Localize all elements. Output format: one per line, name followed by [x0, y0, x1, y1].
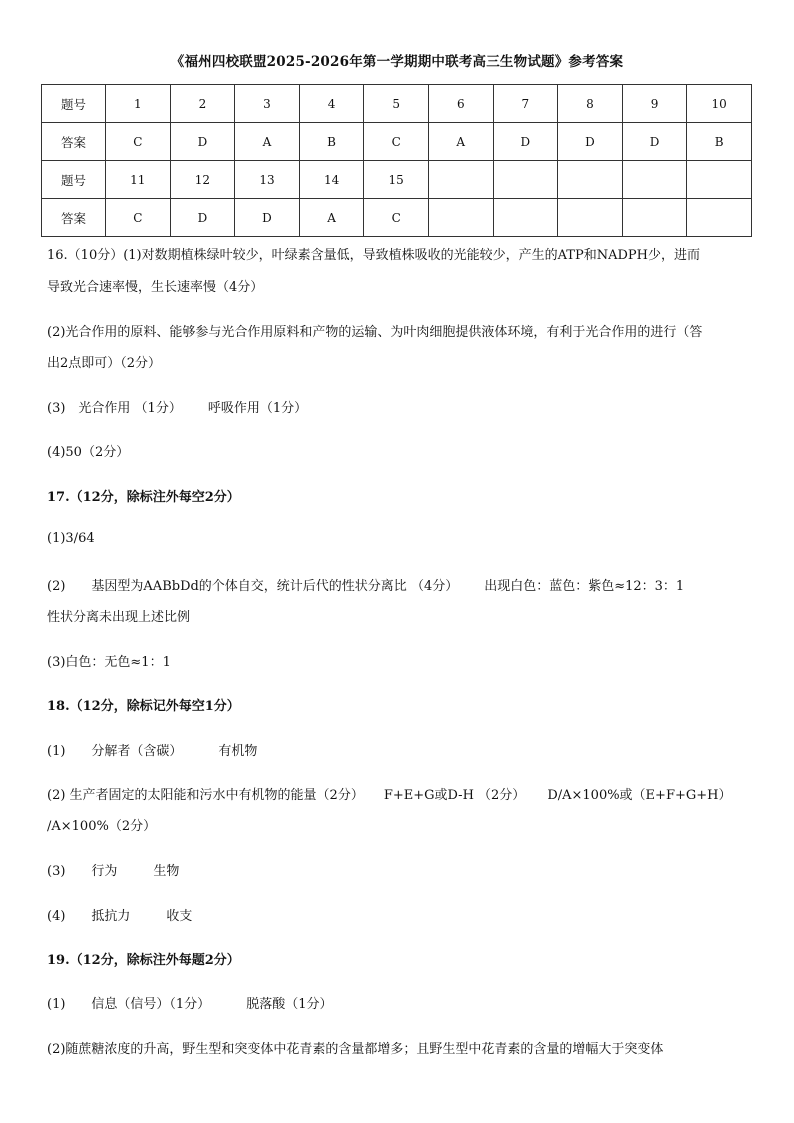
q18-part2-c: D/A×100%或（E+F+G+H）: [547, 788, 732, 803]
q16-part2-line2: 出2点即可）（2分）: [47, 356, 162, 371]
table-row-label: 答案: [42, 199, 106, 237]
q17-part2-a: (2) 基因型为AABbDd的个体自交，统计后代的性状分离比 （4分）: [47, 579, 459, 594]
q17-part2: [47, 575, 684, 594]
table-cell: 4: [299, 85, 364, 123]
answer-table: [41, 84, 752, 237]
q18-part2-b: F+E+G或D-H （2分）: [383, 788, 526, 803]
table-cell: D: [622, 123, 687, 161]
q18-part4: [47, 905, 192, 924]
table-cell: A: [428, 123, 493, 161]
table-row: [42, 161, 752, 199]
table-cell: [622, 199, 687, 237]
q17-part1: (1)3/64: [47, 531, 95, 546]
q19-part1-b: 脱落酸（1分）: [246, 997, 333, 1012]
table-row: [42, 123, 752, 161]
table-cell: [687, 199, 752, 237]
table-cell: 7: [493, 85, 558, 123]
q18-part2-a: (2) 生产者固定的太阳能和污水中有机物的能量（2分）: [47, 788, 364, 803]
q18-part1: [47, 740, 257, 759]
table-row: [42, 199, 752, 237]
q19-part2: (2)随蔗糖浓度的升高，野生型和突变体中花青素的含量都增多；且野生型中花青素的含量的增幅大于突变体: [47, 1042, 664, 1057]
table-cell: 12: [170, 161, 235, 199]
q17-header: 17.（12分，除标注外每空2分）: [47, 490, 240, 505]
table-row-label: 题号: [42, 85, 106, 123]
table-cell: 13: [235, 161, 300, 199]
q19-header: 19.（12分，除标注外每题2分）: [47, 953, 240, 968]
q18-part3-a: (3) 行为: [47, 864, 118, 879]
q18-header: 18.（12分，除标记外每空1分）: [47, 699, 240, 714]
q16-line1: 16.（10分）(1)对数期植株绿叶较少，叶绿素含量低，导致植株吸收的光能较少，产生的ATP和NADPH少，进而: [47, 248, 700, 263]
table-cell: 5: [364, 85, 429, 123]
table-cell: C: [106, 123, 171, 161]
q18-part3-b: 生物: [153, 864, 180, 879]
q16-part3-a: (3) 光合作用 （1分）: [47, 401, 182, 416]
q19-part1: [47, 993, 332, 1012]
q18-part3: [47, 860, 179, 879]
q16-part3-b: 呼吸作用（1分）: [207, 401, 308, 416]
q18-part4-b: 收支: [166, 909, 193, 924]
table-cell: C: [364, 199, 429, 237]
table-row-label: 题号: [42, 161, 106, 199]
table-cell: 11: [106, 161, 171, 199]
table-cell: B: [687, 123, 752, 161]
q17-part2-line2: 性状分离未出现上述比例: [47, 610, 191, 625]
table-cell: B: [299, 123, 364, 161]
q17-part3: (3)白色：无色≈1：1: [47, 655, 171, 670]
table-cell: 15: [364, 161, 429, 199]
table-cell: 6: [428, 85, 493, 123]
table-cell: [428, 161, 493, 199]
table-row-label: 答案: [42, 123, 106, 161]
q19-part1-a: (1) 信息（信号）（1分）: [47, 997, 211, 1012]
q18-part4-a: (4) 抵抗力: [47, 909, 131, 924]
table-cell: 9: [622, 85, 687, 123]
table-cell: A: [299, 199, 364, 237]
table-cell: 3: [235, 85, 300, 123]
table-cell: D: [493, 123, 558, 161]
q18-part2: [47, 784, 731, 803]
table-cell: 14: [299, 161, 364, 199]
table-cell: 10: [687, 85, 752, 123]
table-cell: 8: [558, 85, 623, 123]
table-cell: [493, 161, 558, 199]
q18-part1-a: (1) 分解者（含碳）: [47, 744, 183, 759]
q16-part4: (4)50（2分）: [47, 445, 130, 460]
page-title: 《福州四校联盟2025-2026年第一学期期中联考高三生物试题》参考答案: [170, 54, 624, 70]
table-cell: [493, 199, 558, 237]
q17-part2-b: 出现白色：蓝色：紫色≈12：3：1: [484, 579, 685, 594]
q16-part2-line1: (2)光合作用的原料、能够参与光合作用原料和产物的运输、为叶肉细胞提供液体环境，有利于光合作用的进行（答: [47, 325, 703, 340]
table-cell: C: [364, 123, 429, 161]
table-cell: [558, 161, 623, 199]
table-cell: [558, 199, 623, 237]
q18-part2-line2: /A×100%（2分）: [47, 819, 157, 834]
table-cell: A: [235, 123, 300, 161]
table-cell: [687, 161, 752, 199]
table-cell: [622, 161, 687, 199]
q18-part1-b: 有机物: [218, 744, 258, 759]
table-cell: [428, 199, 493, 237]
table-cell: D: [170, 123, 235, 161]
table-cell: 1: [106, 85, 171, 123]
q16-line2: 导致光合速率慢，生长速率慢（4分）: [47, 280, 264, 295]
table-cell: D: [558, 123, 623, 161]
table-cell: D: [170, 199, 235, 237]
table-cell: C: [106, 199, 171, 237]
table-cell: 2: [170, 85, 235, 123]
table-cell: D: [235, 199, 300, 237]
q16-part3: [47, 397, 307, 416]
table-row: [42, 85, 752, 123]
